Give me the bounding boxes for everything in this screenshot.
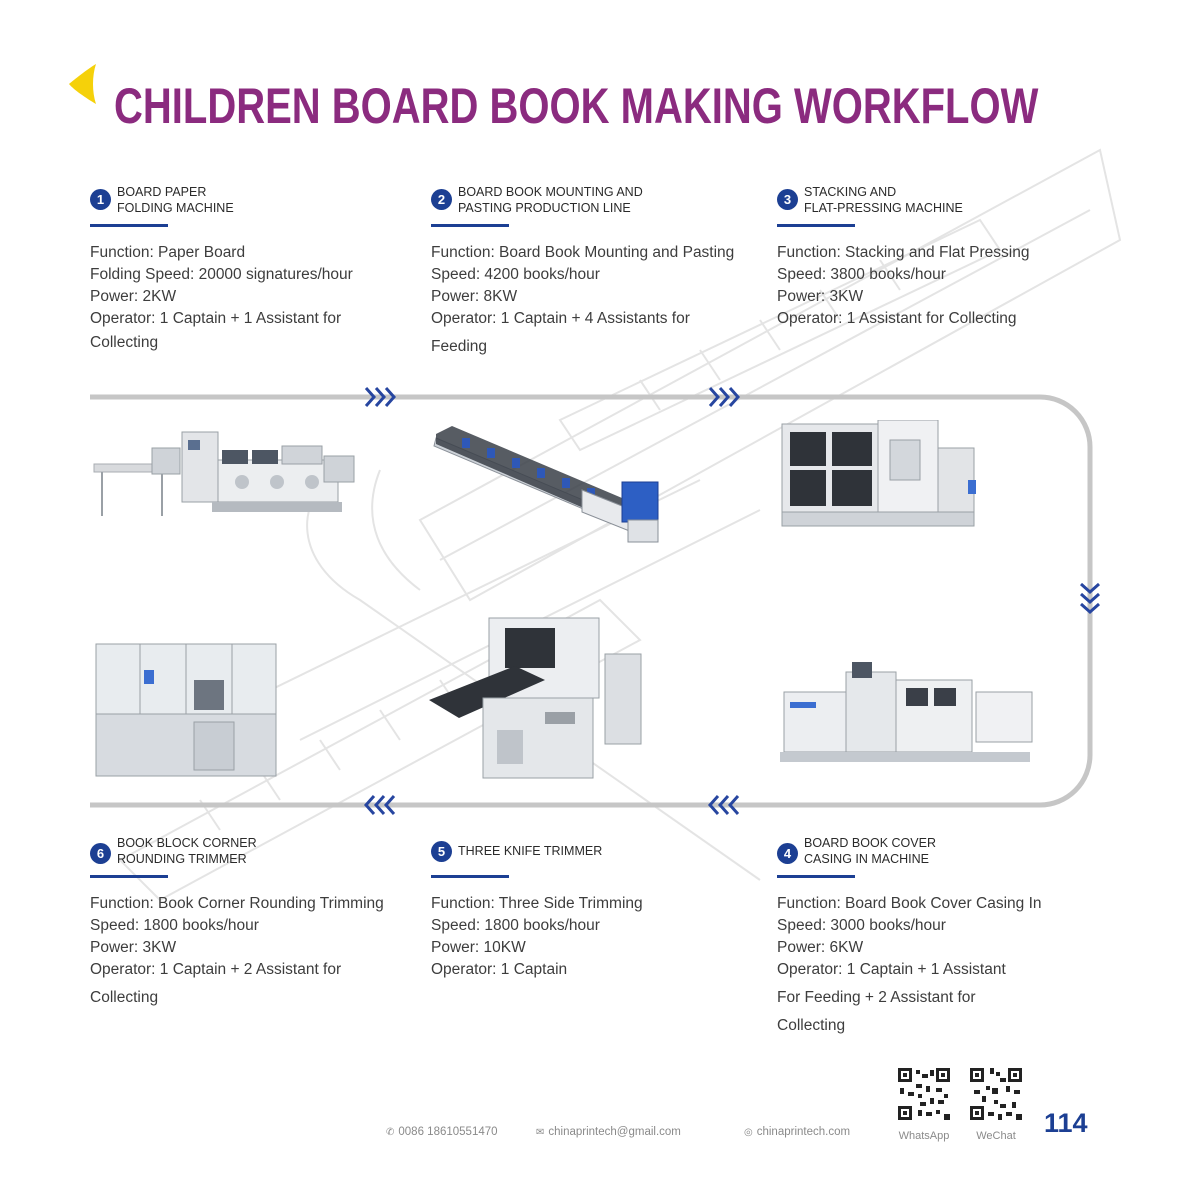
step-title <box>458 843 758 859</box>
spec-speed: Speed: 3800 books/hour <box>777 266 946 283</box>
spec-list <box>777 893 1107 1037</box>
phone-text: 0086 18610551470 <box>398 1126 498 1138</box>
spec-function: Function: Board Book Cover Casing In <box>777 895 1042 912</box>
step-underline <box>777 224 855 227</box>
website-text: chinaprintech.com <box>756 1126 851 1138</box>
spec-operator-cont: Collecting <box>90 334 159 351</box>
step-title-line: STACKING AND <box>804 185 897 199</box>
spec-list <box>777 242 1107 330</box>
spec-speed: Speed: 1800 books/hour <box>90 917 259 934</box>
step-title-line: THREE KNIFE TRIMMER <box>458 844 603 858</box>
spec-speed: Folding Speed: 20000 signatures/hour <box>90 266 353 283</box>
whatsapp-qr-code[interactable] <box>896 1066 952 1122</box>
spec-operator: Operator: 1 Captain + 1 Assistant <box>777 961 1006 978</box>
step-3-block <box>777 184 1107 330</box>
page-title: CHILDREN BOARD BOOK MAKING WORKFLOW <box>114 78 1039 134</box>
spec-power: Power: 8KW <box>431 288 518 305</box>
spec-operator-cont: Collecting <box>90 989 159 1006</box>
step-number-badge: 3 <box>777 189 798 210</box>
mail-icon: ✉ <box>536 1127 545 1138</box>
spec-list <box>431 893 761 981</box>
spec-operator-cont: For Feeding + 2 Assistant for <box>777 989 976 1006</box>
footer-phone[interactable] <box>386 1126 498 1138</box>
step-number-badge: 6 <box>90 843 111 864</box>
spec-operator: Operator: 1 Assistant for Collecting <box>777 310 1017 327</box>
step-underline <box>90 224 168 227</box>
spec-speed: Speed: 3000 books/hour <box>777 917 946 934</box>
spec-power: Power: 3KW <box>90 939 177 956</box>
spec-function: Function: Three Side Trimming <box>431 895 643 912</box>
spec-operator: Operator: 1 Captain + 4 Assistants for <box>431 310 690 327</box>
spec-power: Power: 10KW <box>431 939 526 956</box>
step-underline <box>777 875 855 878</box>
spec-speed: Speed: 4200 books/hour <box>431 266 600 283</box>
corner-rounding-trimmer-image <box>94 640 284 785</box>
email-text: chinaprintech@gmail.com <box>548 1126 681 1138</box>
spec-power: Power: 6KW <box>777 939 864 956</box>
step-number-badge: 5 <box>431 841 452 862</box>
step-5-block <box>431 835 761 981</box>
footer-website[interactable] <box>744 1126 850 1138</box>
step-title-line: BOARD BOOK MOUNTING AND <box>458 185 643 199</box>
step-number-badge: 1 <box>90 189 111 210</box>
step-title <box>804 835 1104 867</box>
page-number: 114 <box>1044 1108 1088 1138</box>
step-title-line: FLAT-PRESSING MACHINE <box>804 201 963 215</box>
step-title <box>804 184 1104 216</box>
step-title <box>117 835 417 867</box>
spec-operator: Operator: 1 Captain + 1 Assistant for <box>90 310 342 327</box>
mounting-pasting-line-image <box>432 420 667 550</box>
step-2-block <box>431 184 761 364</box>
step-title-line: FOLDING MACHINE <box>117 201 234 215</box>
cover-casing-in-machine-image <box>776 658 1038 766</box>
spec-operator-cont: Feeding <box>431 338 488 355</box>
paper-folding-machine-image <box>92 420 360 520</box>
yellow-arrow-marker-icon <box>66 62 102 106</box>
step-title <box>117 184 417 216</box>
spec-list <box>431 242 761 364</box>
spec-function: Function: Paper Board <box>90 244 246 261</box>
stacking-pressing-machine-image <box>780 420 980 535</box>
step-6-block <box>90 835 420 1015</box>
step-4-block <box>777 835 1107 1037</box>
spec-list <box>90 893 420 1015</box>
step-title-line: BOARD BOOK COVER <box>804 836 936 850</box>
step-underline <box>431 875 509 878</box>
wechat-qr-code[interactable] <box>968 1066 1024 1122</box>
spec-function: Function: Book Corner Rounding Trimming <box>90 895 384 912</box>
spec-power: Power: 3KW <box>777 288 864 305</box>
spec-operator: Operator: 1 Captain <box>431 961 568 978</box>
whatsapp-qr-label: WhatsApp <box>898 1130 950 1142</box>
step-number-badge: 4 <box>777 843 798 864</box>
spec-function: Function: Board Book Mounting and Pasting <box>431 244 735 261</box>
step-title-line: BOOK BLOCK CORNER <box>117 836 257 850</box>
step-number-badge: 2 <box>431 189 452 210</box>
step-title <box>458 184 758 216</box>
step-title-line: PASTING PRODUCTION LINE <box>458 201 631 215</box>
step-underline <box>90 875 168 878</box>
globe-icon: ◎ <box>744 1127 753 1138</box>
footer-email[interactable] <box>536 1126 681 1138</box>
step-1-block <box>90 184 420 356</box>
spec-speed: Speed: 1800 books/hour <box>431 917 600 934</box>
spec-power: Power: 2KW <box>90 288 177 305</box>
wechat-qr-label: WeChat <box>976 1130 1016 1142</box>
spec-operator: Operator: 1 Captain + 2 Assistant for <box>90 961 342 978</box>
step-title-line: BOARD PAPER <box>117 185 207 199</box>
spec-operator-cont: Collecting <box>777 1017 846 1034</box>
three-knife-trimmer-image <box>425 600 647 800</box>
step-title-line: CASING IN MACHINE <box>804 852 930 866</box>
step-underline <box>431 224 509 227</box>
spec-list <box>90 242 420 356</box>
phone-icon: ✆ <box>386 1127 395 1138</box>
spec-function: Function: Stacking and Flat Pressing <box>777 244 1030 261</box>
step-title-line: ROUNDING TRIMMER <box>117 852 247 866</box>
